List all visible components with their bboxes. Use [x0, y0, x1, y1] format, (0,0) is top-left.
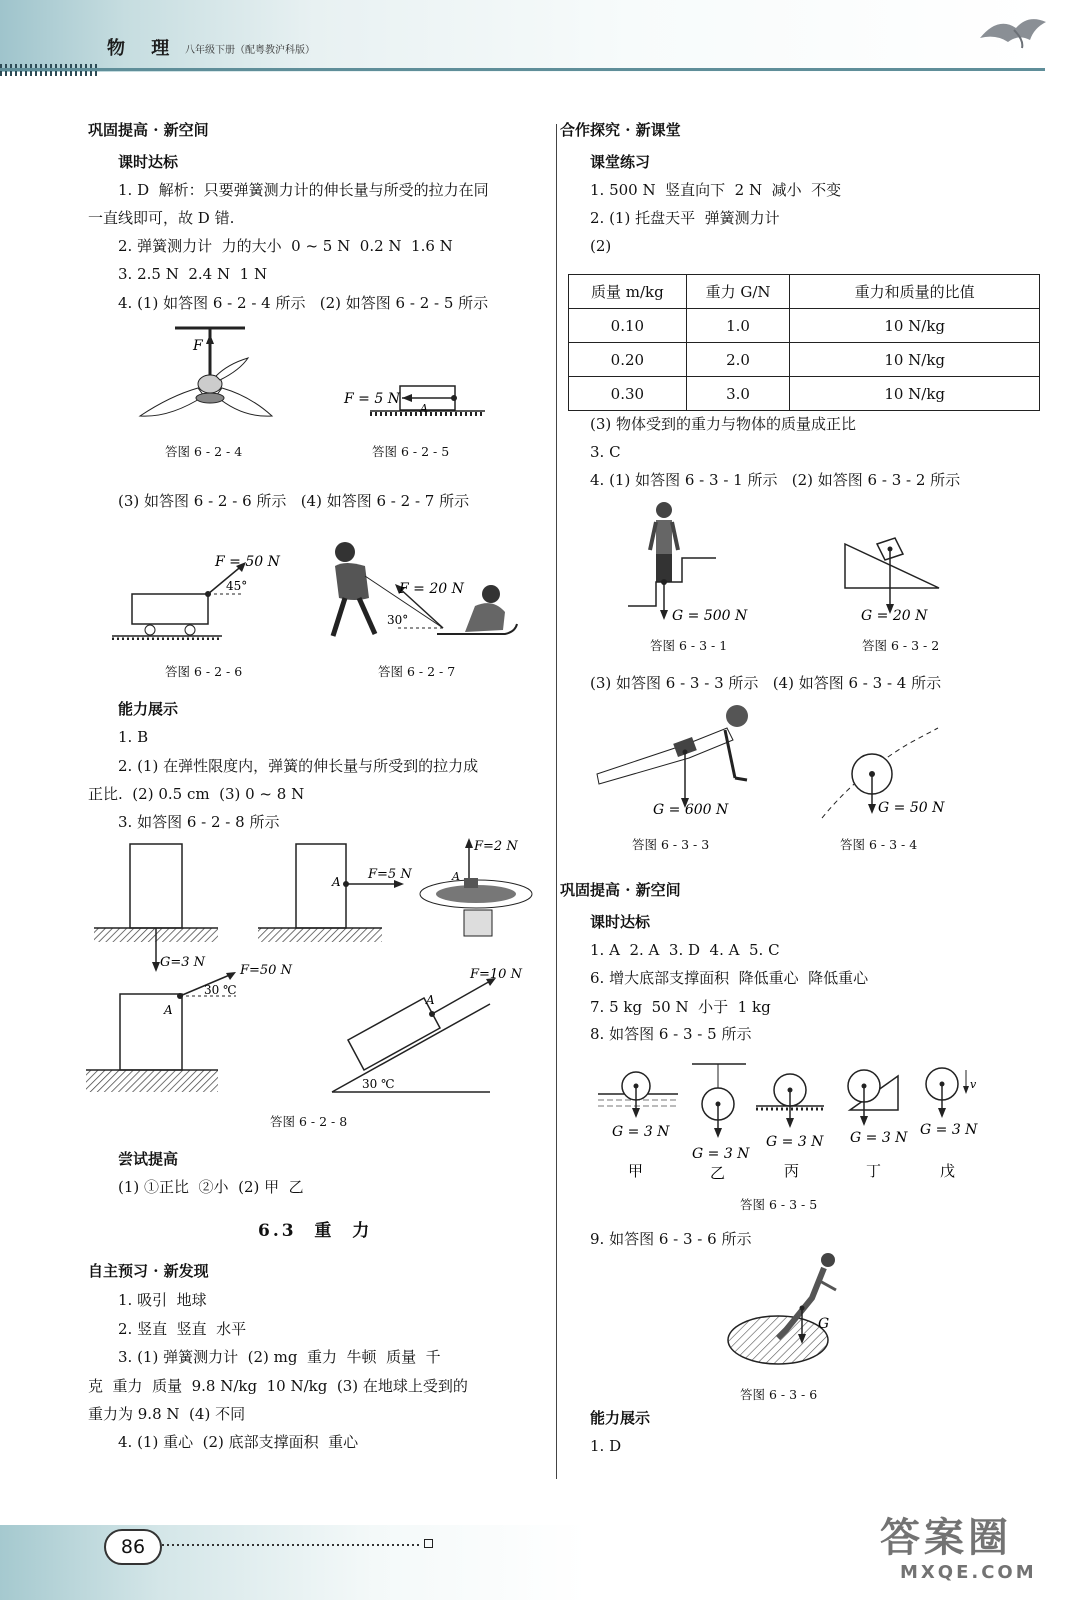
force-label: G = 500 N: [672, 608, 748, 624]
figure-caption: 答图 6 - 3 - 3: [632, 837, 710, 852]
header-rule: [0, 68, 1045, 71]
force-label: G = 3 N: [920, 1122, 978, 1138]
answer-line: 6. 增大底部支撑面积 降低重心 降低重心: [590, 969, 869, 987]
mass-gravity-table: [568, 274, 1040, 411]
ball-track-figure: [818, 724, 968, 828]
cart-figure: [112, 550, 287, 640]
section-heading: 巩固提高 · 新空间: [88, 121, 209, 139]
figure-caption: 答图 6 - 3 - 6: [740, 1387, 818, 1402]
force-label: G: [818, 1316, 830, 1332]
table-header-row: [569, 275, 1040, 309]
figure-caption: 答图 6 - 2 - 7: [378, 664, 456, 679]
sub-heading: 尝试提高: [118, 1150, 179, 1168]
pushup-figure: [585, 700, 775, 822]
answer-line: 1. 吸引 地球: [118, 1291, 207, 1309]
force-label: G = 3 N: [766, 1134, 824, 1150]
force-label: F = 5 N: [344, 391, 400, 407]
figure-label: 丙: [784, 1162, 800, 1180]
answer-line: 3. C: [590, 443, 621, 461]
watermark-logo: 答案圈: [880, 1515, 1012, 1561]
book-title: 物 理: [107, 38, 180, 59]
answer-line: (1) ①正比 ②小 (2) 甲 乙: [118, 1178, 304, 1196]
point-label: A: [332, 875, 341, 889]
table-cell: 0.20: [569, 343, 687, 377]
force-label: G = 50 N: [878, 800, 945, 816]
figure-label: 戊: [940, 1162, 956, 1180]
sub-heading: 能力展示: [590, 1409, 651, 1427]
figure-caption: 答图 6 - 3 - 1: [650, 638, 728, 653]
answer-line: 克 重力 质量 9.8 N/kg 10 N/kg (3) 在地球上受到的: [88, 1377, 468, 1395]
sub-heading: 能力展示: [118, 700, 179, 718]
table-cell: 0.30: [569, 377, 687, 411]
answer-line: 3. (1) 弹簧测力计 (2) mg 重力 牛顿 质量 千: [118, 1348, 441, 1366]
figure-caption: 答图 6 - 3 - 5: [740, 1197, 818, 1212]
force-label: F = 50 N: [215, 554, 280, 570]
table-row: [569, 377, 1040, 411]
figure-caption: 答图 6 - 2 - 4: [165, 444, 243, 459]
point-label: A: [452, 870, 460, 883]
table-cell: 0.10: [569, 309, 687, 343]
force-label: G = 20 N: [861, 608, 928, 624]
section-heading: 巩固提高 · 新空间: [560, 881, 681, 899]
figure-label: 丁: [866, 1162, 882, 1180]
force-label: F: [193, 338, 203, 354]
answer-line: 正比. (2) 0.5 cm (3) 0 ~ 8 N: [88, 785, 305, 803]
figure-label: 甲: [628, 1162, 644, 1180]
figure-caption: 答图 6 - 2 - 8: [270, 1114, 348, 1129]
column-divider: [556, 124, 557, 1479]
answer-line: 1. D 解析：只要弹簧测力计的伸长量与所受的拉力在同: [118, 181, 489, 199]
angle-label: 45°: [226, 579, 248, 593]
climber-figure: [726, 1250, 846, 1380]
answer-line: 2. 竖直 竖直 水平: [118, 1320, 247, 1338]
velocity-label: v: [970, 1078, 977, 1091]
point-label: A: [164, 1003, 173, 1017]
answer-line: (3) 物体受到的重力与物体的质量成正比: [590, 415, 857, 433]
sled-figure: [325, 536, 525, 654]
table-cell: 2.0: [686, 343, 790, 377]
sub-heading: 课时达标: [590, 913, 651, 931]
answer-line: 1. 500 N 竖直向下 2 N 减小 不变: [590, 181, 842, 199]
answer-line: 1. B: [118, 728, 149, 746]
person-step-figure: [620, 498, 750, 628]
block-pull-figure: [340, 378, 490, 440]
force-label: F=50 N: [240, 963, 292, 978]
force-label: F=10 N: [470, 967, 522, 982]
sub-heading: 课时达标: [118, 153, 179, 171]
force-label: F = 20 N: [399, 581, 464, 597]
answer-line: 2. (1) 在弹性限度内，弹簧的伸长量与所受到的拉力成: [118, 757, 479, 775]
five-balls-figure: [594, 1052, 994, 1186]
table-row: [569, 309, 1040, 343]
answer-line: 7. 5 kg 50 N 小于 1 kg: [590, 998, 771, 1016]
table-cell: 10 N/kg: [790, 377, 1040, 411]
table-header: 重力和质量的比值: [790, 275, 1040, 309]
answer-line: 8. 如答图 6 - 3 - 5 所示: [590, 1025, 752, 1043]
figure-caption: 答图 6 - 2 - 6: [165, 664, 243, 679]
answer-line: 1. D: [590, 1437, 622, 1455]
force-label: G = 3 N: [850, 1130, 908, 1146]
incline-block-figure: [835, 534, 955, 628]
answer-line: (2): [590, 237, 612, 255]
figure-caption: 答图 6 - 3 - 4: [840, 837, 918, 852]
figure-caption: 答图 6 - 2 - 5: [372, 444, 450, 459]
force-label: G = 3 N: [692, 1146, 750, 1162]
figure-label: 乙: [710, 1164, 726, 1182]
force-label: G = 3 N: [612, 1124, 670, 1140]
force-label: F=2 N: [474, 839, 518, 854]
footer-dots: [162, 1544, 422, 1546]
table-header: 重力 G/N: [686, 275, 790, 309]
answer-line: 4. (1) 如答图 6 - 3 - 1 所示 (2) 如答图 6 - 3 - 2 所示: [590, 471, 961, 489]
answer-line: 4. (1) 如答图 6 - 2 - 4 所示 (2) 如答图 6 - 2 - 5 所示: [118, 294, 489, 312]
answer-line: 3. 2.5 N 2.4 N 1 N: [118, 265, 268, 283]
angle-label: 30 ℃: [204, 983, 237, 997]
force-label: G = 600 N: [653, 802, 729, 818]
table-cell: 3.0: [686, 377, 790, 411]
answer-line: 9. 如答图 6 - 3 - 6 所示: [590, 1230, 752, 1248]
chapter-title: 6.3 重 力: [258, 1221, 373, 1241]
sub-heading: 课堂练习: [590, 153, 651, 171]
answer-line: 4. (1) 重心 (2) 底部支撑面积 重心: [118, 1433, 359, 1451]
point-label: A: [420, 402, 428, 415]
table-row: [569, 343, 1040, 377]
angle-label: 30 ℃: [362, 1077, 395, 1091]
answer-line: 一直线即可，故 D 错.: [88, 209, 235, 227]
section-heading: 自主预习 · 新发现: [88, 1262, 209, 1280]
bird-logo-icon: [978, 10, 1048, 50]
figure-caption: 答图 6 - 3 - 2: [862, 638, 940, 653]
angle-label: 30°: [387, 613, 409, 627]
answer-line: (3) 如答图 6 - 2 - 6 所示 (4) 如答图 6 - 2 - 7 所示: [118, 492, 470, 510]
force-diagrams-figure: [86, 834, 536, 1112]
point-label: A: [426, 993, 435, 1007]
answer-line: 3. 如答图 6 - 2 - 8 所示: [118, 813, 280, 831]
table-cell: 10 N/kg: [790, 343, 1040, 377]
book-subtitle: 八年级下册（配粤教沪科版）: [185, 45, 315, 56]
table-cell: 1.0: [686, 309, 790, 343]
answer-line: 2. (1) 托盘天平 弹簧测力计: [590, 209, 780, 227]
fan-figure: [130, 322, 280, 440]
table-cell: 10 N/kg: [790, 309, 1040, 343]
end-square-icon: [424, 1539, 433, 1548]
answer-line: 2. 弹簧测力计 力的大小 0 ~ 5 N 0.2 N 1.6 N: [118, 237, 453, 255]
table-header: 质量 m/kg: [569, 275, 687, 309]
force-label: G=3 N: [160, 955, 206, 970]
watermark-url: MXQE.COM: [900, 1562, 1037, 1583]
answer-line: 重力为 9.8 N (4) 不同: [88, 1405, 246, 1423]
answer-line: (3) 如答图 6 - 3 - 3 所示 (4) 如答图 6 - 3 - 4 所示: [590, 674, 942, 692]
force-label: F=5 N: [368, 867, 412, 882]
section-heading: 合作探究 · 新课堂: [560, 121, 681, 139]
page-number: 86: [104, 1529, 162, 1565]
answer-line: 1. A 2. A 3. D 4. A 5. C: [590, 941, 780, 959]
